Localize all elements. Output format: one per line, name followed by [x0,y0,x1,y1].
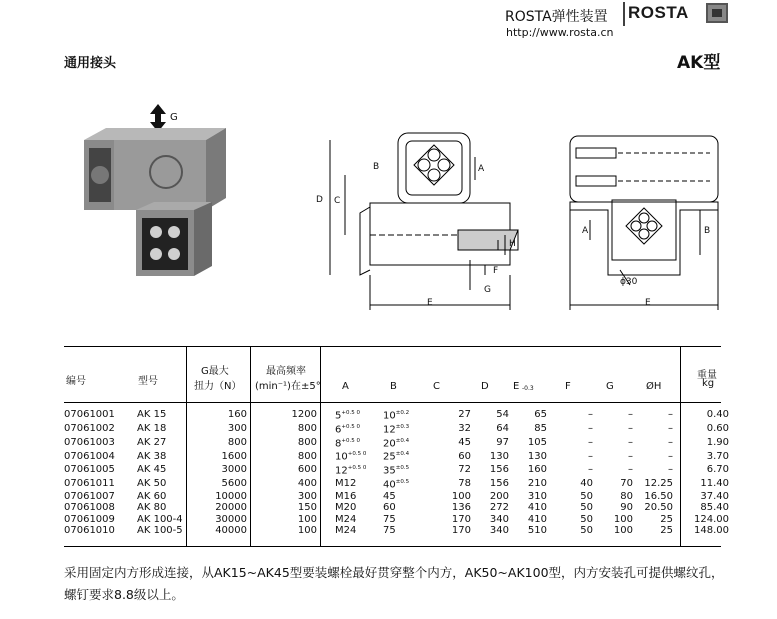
cell-f: 800 [297,422,317,434]
g-arrow-label: G [170,112,178,123]
cell-h: – [668,409,673,421]
cell-type: AK 100-5 [137,525,183,537]
cell-e: 130 [527,450,547,462]
cell-e: 160 [527,464,547,476]
cell-code: 07061008 [64,502,115,514]
header-freq-2: (min⁻¹)在±5° [255,381,321,392]
tolerance-b: ±0.2 [395,410,410,416]
cell-f: 400 [297,478,317,490]
cell-g: 1600 [221,450,247,462]
cell-c: 170 [451,513,471,525]
header-gmax-2: 扭力（N） [194,381,242,392]
header-type: 型号 [138,376,158,387]
header-gmax-1: G最大 [201,366,229,377]
cell-type: AK 80 [137,502,167,514]
cell-ff: – [588,422,593,434]
cell-code: 07061007 [64,490,115,502]
cell-d: 130 [489,450,509,462]
cell-gg: – [628,450,633,462]
tolerance-b: ±0.5 [395,465,410,472]
cell-g: 10000 [215,490,247,502]
cell-a: M16 [335,490,357,502]
cell-b: 75 [383,513,396,525]
header-d: D [481,381,489,392]
cell-b: $20^{\pm 0.4}$ [383,437,410,449]
cell-h: – [668,436,673,448]
cell-a: M24 [335,525,357,537]
cell-a: $6^{+0.5 0}$ [335,423,360,436]
header-weight-1: 重量 [697,370,717,381]
cell-gg: – [628,464,633,476]
cell-code: 07061004 [64,450,115,462]
front-view-drawing [310,125,550,315]
cell-c: 170 [451,525,471,537]
table-row [64,514,729,526]
cell-g: 300 [227,422,247,434]
header-a: A [342,381,349,392]
logo-text: ROSTA [628,3,689,22]
tolerance-a: +0.5 0 [347,451,367,458]
cell-b: 75 [383,525,396,537]
dim-label-f: F [493,266,499,276]
spec-table [64,408,729,537]
cell-ff: 50 [580,513,593,525]
cell-a: $8^{+0.5 0}$ [335,437,360,449]
cell-d: 200 [489,490,509,502]
dim-label-e-front: E [427,298,433,308]
cell-w: 6.70 [706,464,729,476]
cell-ff: – [588,436,593,448]
cell-type: AK 38 [137,450,167,462]
cell-w: 11.40 [700,478,729,490]
cell-ff: – [588,464,593,476]
cell-d: 156 [489,464,509,476]
cell-ff: – [588,409,593,421]
cell-code: 07061005 [64,464,115,476]
header-code: 编号 [66,376,86,387]
cell-c: 136 [451,502,471,514]
side-dim-label-b: B [704,226,711,236]
cell-g: 5600 [221,478,247,490]
tolerance-a: +0.5 0 [341,423,360,430]
cell-a: $10^{+0.5 0}$ [335,451,367,463]
cell-code: 07061010 [64,525,115,537]
cell-e: 210 [527,478,547,490]
table-row [64,502,729,514]
cell-h: 25 [660,525,673,537]
website-url[interactable]: http://www.rosta.cn [506,26,614,39]
cell-gg: – [628,422,633,434]
cell-e: 510 [527,525,547,537]
product-illustration [76,100,236,285]
dim-label-g: G [484,285,491,295]
cell-c: 45 [458,436,471,448]
cell-gg: – [628,409,633,421]
tolerance-b: ±0.4 [395,451,410,458]
tolerance-b: ±0.4 [395,437,410,444]
cell-a: M20 [335,502,357,514]
cell-ff: 50 [580,525,593,537]
dim-label-a: A [478,164,485,174]
cell-type: AK 15 [137,409,167,421]
header-f: F [565,381,571,392]
header-weight-2: kg [702,378,715,389]
table-row [64,491,729,503]
cell-h: 25 [660,513,673,525]
table-row [64,477,729,491]
table-row [64,525,729,537]
cell-a: $12^{+0.5 0}$ [335,465,367,477]
cell-e: 410 [527,513,547,525]
cell-f: 800 [297,450,317,462]
cell-f: 300 [297,490,317,502]
cell-w: 37.40 [700,490,729,502]
cell-ff: 40 [580,478,593,490]
tolerance-b: ±0.3 [395,423,410,430]
cell-c: 27 [458,409,471,421]
cell-e: 105 [527,436,547,448]
cell-h: 16.50 [644,490,673,502]
dim-label-d: D [316,195,323,205]
cell-b: $10^{\pm 0.2}$ [383,410,410,422]
cell-type: AK 18 [137,422,167,434]
cell-code: 07061003 [64,436,115,448]
cell-b: 45 [383,490,396,502]
cell-ff: 50 [580,490,593,502]
cell-c: 78 [458,478,471,490]
cell-g: 800 [227,436,247,448]
cell-e: 410 [527,502,547,514]
header-e-tol: -0.3 [522,385,534,392]
cell-e: 310 [527,490,547,502]
cell-d: 64 [496,422,509,434]
cell-f: 600 [297,464,317,476]
table-row [64,436,729,450]
cell-g: 160 [227,409,247,421]
cell-c: 60 [458,450,471,462]
cell-d: 340 [489,513,509,525]
cell-w: 0.60 [706,422,729,434]
cell-h: 12.25 [644,478,673,490]
cell-f: 100 [297,513,317,525]
cell-w: 1.90 [706,436,729,448]
cell-a: M24 [335,513,357,525]
cell-gg: 100 [613,513,633,525]
table-row [64,408,729,422]
cell-e: 85 [534,422,547,434]
cell-d: 97 [496,436,509,448]
section-title: 通用接头 [64,56,117,71]
cell-ff: 50 [580,502,593,514]
cell-d: 272 [489,502,509,514]
cell-gg: – [628,436,633,448]
cell-h: 20.50 [644,502,673,514]
brand-name: ROSTA弹性装置 [505,9,608,25]
cell-w: 85.40 [700,502,729,514]
cell-c: 72 [458,464,471,476]
dim-label-c: C [334,196,341,206]
cell-gg: 80 [620,490,633,502]
cell-code: 07061009 [64,513,115,525]
cell-a: $5^{+0.5 0}$ [335,410,360,422]
cell-w: 0.40 [706,409,729,421]
cell-h: – [668,450,673,462]
cell-w: 3.70 [706,450,729,462]
table-row [64,463,729,477]
cell-d: 54 [496,409,509,421]
cell-c: 100 [451,490,471,502]
cell-w: 124.00 [694,513,729,525]
cell-g: 40000 [215,525,247,537]
tolerance-a: +0.5 0 [341,437,360,444]
cell-type: AK 27 [137,436,167,448]
cell-code: 07061002 [64,422,115,434]
cell-type: AK 60 [137,490,167,502]
cell-b: $25^{\pm 0.4}$ [383,451,410,463]
table-header-rule [64,402,721,403]
cell-b: $35^{\pm 0.5}$ [383,465,410,477]
cell-h: – [668,422,673,434]
header-b: B [390,381,397,392]
dim-label-h: H [509,239,516,249]
cell-code: 07061001 [64,409,115,421]
cell-d: 340 [489,525,509,537]
cell-type: AK 45 [137,464,167,476]
cell-code: 07061011 [64,478,115,490]
model-title: AK型 [677,53,721,73]
cell-gg: 100 [613,525,633,537]
dim-label-b: B [373,162,380,172]
cell-c: 32 [458,422,471,434]
cell-type: AK 50 [137,478,167,490]
cell-b: $40^{\pm 0.5}$ [383,479,410,491]
phi30-label: ϕ30 [620,277,638,287]
header-c: C [433,381,440,392]
cell-f: 800 [297,436,317,448]
cell-ff: – [588,450,593,462]
cell-gg: 90 [620,502,633,514]
tolerance-a: +0.5 0 [347,465,367,472]
footer-note: 采用固定内方形成连接，从AK15~AK45型要装螺栓最好贯穿整个内方，AK50~AK100型，内方安装孔可提供螺纹孔，螺钉要求8.8级以上。 [64,565,724,602]
cell-e: 65 [534,409,547,421]
table-row [64,449,729,463]
tolerance-a: +0.5 0 [341,410,360,416]
cell-g: 3000 [221,464,247,476]
cell-g: 20000 [215,502,247,514]
cell-w: 148.00 [694,525,729,537]
header-g: G [606,381,614,392]
cell-f: 100 [297,525,317,537]
header-h: ØH [646,381,662,392]
cell-g: 30000 [215,513,247,525]
side-dim-label-e: E [645,298,651,308]
table-row [64,422,729,436]
table-bottom-rule [64,546,721,547]
cell-h: – [668,464,673,476]
side-view-drawing [560,130,730,320]
cell-d: 156 [489,478,509,490]
cell-a: M12 [335,478,357,490]
cell-type: AK 100-4 [137,513,183,525]
cell-f: 150 [297,502,317,514]
header-e: E [513,381,520,392]
header-freq-1: 最高频率 [266,366,306,377]
cell-b: $12^{\pm 0.3}$ [383,423,410,436]
cell-b: 60 [383,502,396,514]
cell-f: 1200 [291,409,317,421]
cell-gg: 70 [620,478,633,490]
tolerance-b: ±0.5 [395,479,410,486]
side-dim-label-a: A [582,226,589,236]
table-top-rule [64,346,721,347]
